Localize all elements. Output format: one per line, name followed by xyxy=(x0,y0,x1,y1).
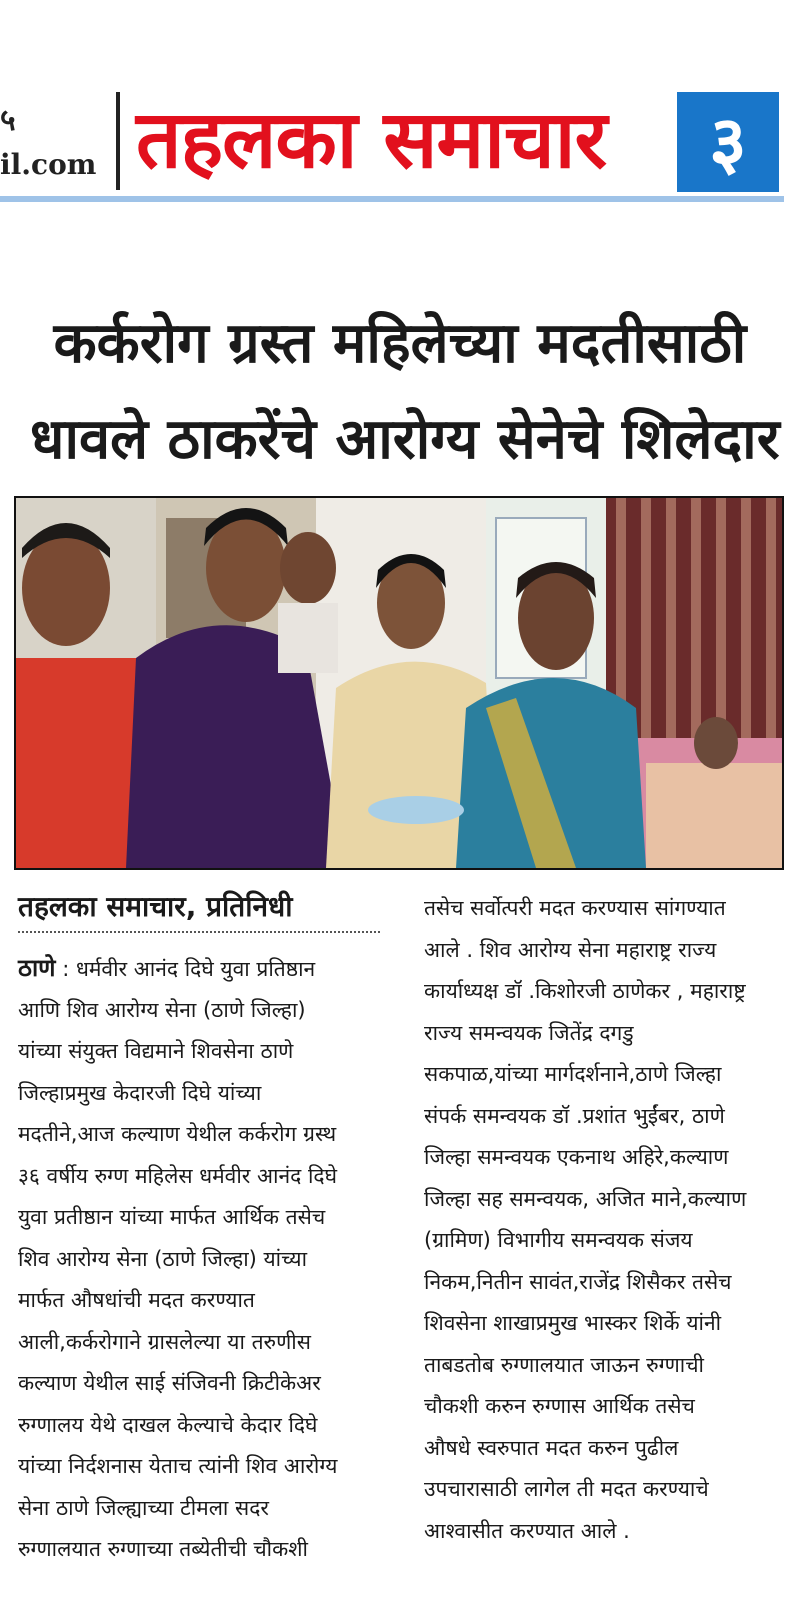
article-line: उपचारासाठी लागेल ती मदत करण्याचे xyxy=(424,1477,709,1501)
edition-number: ५ xyxy=(0,103,16,138)
article-line: राज्य समन्वयक जितेंद्र दगडु xyxy=(424,1020,634,1045)
article-line: मार्फत औषधांची मदत करण्यात xyxy=(18,1288,255,1312)
masthead-divider xyxy=(116,92,120,190)
article-line: आले . शिव आरोग्य सेना महाराष्ट्र राज्य xyxy=(424,937,717,962)
article-line: चौकशी करुन रुग्णास आर्थिक तसेच xyxy=(424,1394,695,1418)
dateline-place: ठाणे xyxy=(18,954,56,982)
article-line: कार्याध्यक्ष डॉ .किशोरजी ठाणेकर , महाराष्ट्र xyxy=(424,979,746,1003)
article-line: युवा प्रतीष्ठान यांच्या मार्फत आर्थिक तसेच xyxy=(18,1205,326,1229)
article-line: कल्याण येथील साई संजिवनी क्रिटीकेअर xyxy=(18,1371,321,1395)
article-line: आश्वासीत करण्यात आले . xyxy=(424,1518,630,1543)
masthead-rule xyxy=(0,196,784,202)
article-line: ताबडतोब रुग्णालयात जाऊन रुग्णाची xyxy=(424,1352,704,1377)
article-line: औषधे स्वरुपात मदत करुन पुढील xyxy=(424,1435,679,1460)
article-line: सकपाळ,यांच्या मार्गदर्शनाने,ठाणे जिल्हा xyxy=(424,1062,722,1086)
article-line: आली,कर्करोगाने ग्रासलेल्या या तरुणीस xyxy=(18,1329,311,1354)
article-byline: तहलका समाचार, प्रतिनिधी xyxy=(18,887,380,933)
article-line: संपर्क समन्वयक डॉ .प्रशांत भुईंबर, ठाणे xyxy=(424,1103,725,1128)
email-fragment: il.com xyxy=(0,148,97,181)
article-line: निकम,नितीन सावंत,राजेंद्र शिसैकर तसेच xyxy=(424,1269,732,1294)
article-line: शिवसेना शाखाप्रमुख भास्कर शिर्के यांनी xyxy=(424,1311,722,1335)
article-line: (ग्रामिण) विभागीय समन्वयक संजय xyxy=(424,1228,693,1252)
article-line: सेना ठाणे जिल्ह्याच्या टीमला सदर xyxy=(18,1495,269,1520)
article-line: जिल्हा सह समन्वयक, अजित माने,कल्याण xyxy=(424,1186,747,1211)
article-line: तसेच सर्वोत्परी मदत करण्यास सांगण्यात xyxy=(424,896,726,920)
article-line: यांच्या निर्दशनास येताच त्यांनी शिव आरोग्य xyxy=(18,1454,338,1478)
article-line: आणि शिव आरोग्य सेना (ठाणे जिल्हा) xyxy=(18,997,306,1022)
article-line: जिल्हाप्रमुख केदारजी दिघे यांच्या xyxy=(18,1080,262,1105)
article-line: शिव आरोग्य सेना (ठाणे जिल्हा) यांच्या xyxy=(18,1246,308,1271)
masthead xyxy=(0,0,806,205)
news-photo-illustration xyxy=(16,498,782,868)
article-headline xyxy=(30,296,780,488)
article-line: मदतीने,आज कल्याण येथील कर्करोग ग्रस्थ xyxy=(18,1122,337,1146)
article-column-left xyxy=(18,948,390,1571)
page-number-badge: ३ xyxy=(677,92,779,192)
article-line: रुग्णालयात रुग्णाच्या तब्येतीची चौकशी xyxy=(18,1537,308,1561)
headline-line-1: कर्करोग ग्रस्त महिलेच्या मदतीसाठी xyxy=(53,311,747,376)
news-photo xyxy=(14,496,784,870)
headline-line-2: धावले ठाकरेंचे आरोग्य सेनेचे शिलेदार xyxy=(30,407,780,472)
article-line: जिल्हा समन्वयक एकनाथ अहिरे,कल्याण xyxy=(424,1145,729,1169)
article-column-right xyxy=(424,888,794,1552)
article-line: ठाणे : धर्मवीर आनंद दिघे युवा प्रतिष्ठान xyxy=(18,954,316,982)
article-line: रुग्णालय येथे दाखल केल्याचे केदार दिघे xyxy=(18,1412,318,1437)
newspaper-title: तहलका समाचार xyxy=(136,92,607,186)
article-line: यांच्या संयुक्त विद्यमाने शिवसेना ठाणे xyxy=(18,1039,294,1063)
article-line: ३६ वर्षीय रुग्ण महिलेस धर्मवीर आनंद दिघे xyxy=(18,1163,337,1188)
